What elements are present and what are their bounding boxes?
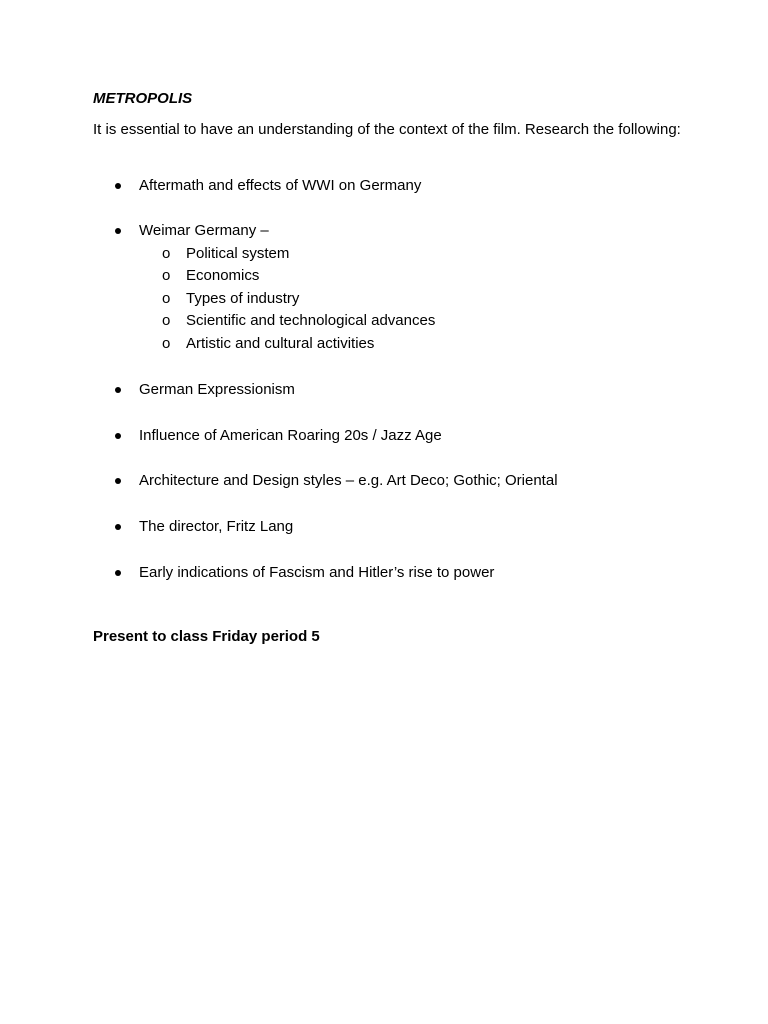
list-item-text: Architecture and Design styles – e.g. Art Deco; Gothic; Oriental <box>139 472 558 489</box>
circle-bullet-icon: o <box>162 290 171 307</box>
list-item-text: Aftermath and effects of WWI on Germany <box>139 177 422 194</box>
bullet-icon <box>115 478 121 484</box>
circle-bullet-icon: o <box>162 312 171 329</box>
list-item-text: Weimar Germany – <box>139 222 269 239</box>
circle-bullet-icon: o <box>162 245 171 262</box>
list-item-text: German Expressionism <box>139 381 295 398</box>
list-item-text: The director, Fritz Lang <box>139 518 294 535</box>
bullet-icon <box>115 228 121 234</box>
sub-list-item-text: Scientific and technological advances <box>186 312 436 329</box>
presentation-note: Present to class Friday period 5 <box>93 628 320 645</box>
bullet-icon <box>115 570 121 576</box>
document-title: METROPOLIS <box>93 90 193 107</box>
bullet-icon <box>115 183 121 189</box>
list-item-text: Early indications of Fascism and Hitler’s rise to power <box>139 564 495 581</box>
circle-bullet-icon: o <box>162 267 171 284</box>
bullet-icon <box>115 524 121 530</box>
list-item-text: Influence of American Roaring 20s / Jazz Age <box>139 427 442 444</box>
sub-list-item-text: Types of industry <box>186 290 300 307</box>
sub-list-item-text: Economics <box>186 267 260 284</box>
bullet-icon <box>115 433 121 439</box>
intro-paragraph: It is essential to have an understanding of the context of the film. Research the following: <box>93 121 681 138</box>
circle-bullet-icon: o <box>162 335 171 352</box>
bullet-icon <box>115 387 121 393</box>
sub-list-item-text: Political system <box>186 245 290 262</box>
sub-list-item-text: Artistic and cultural activities <box>186 335 375 352</box>
